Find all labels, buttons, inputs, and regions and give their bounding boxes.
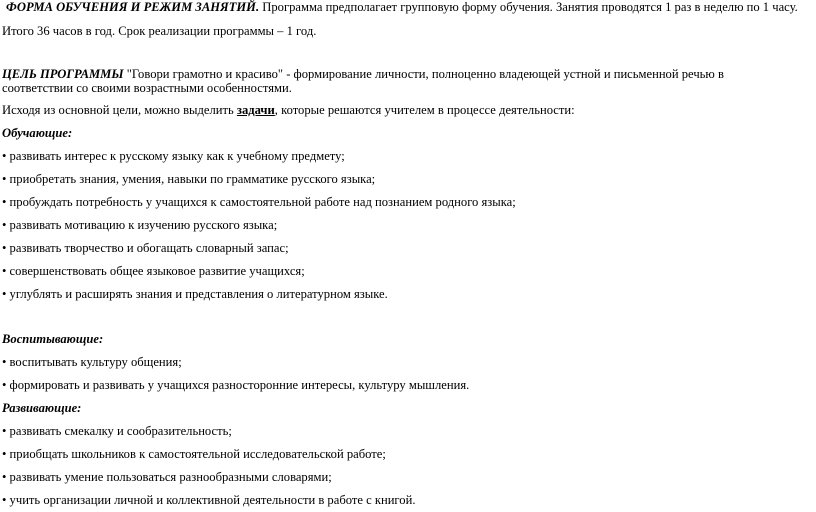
list-item: • развивать интерес к русскому языку как к учебному предмету; (2, 149, 345, 163)
tasks-intro-line (2, 103, 575, 118)
goal-line-2: соответствии со своими возрастными особенностями. (2, 81, 292, 95)
tasks-intro-after: , которые решаются учителем в процессе деятельности: (274, 103, 575, 117)
form-text-1: Программа предполагает групповую форму обучения. Занятия проводятся 1 раз в неделю по 1 часу. (259, 0, 798, 14)
form-heading: ФОРМА ОБУЧЕНИЯ И РЕЖИМ ЗАНЯТИЙ. (6, 0, 260, 14)
list-item: • приобретать знания, умения, навыки по грамматике русского языка; (2, 172, 376, 186)
list-item: • воспитывать культуру общения; (2, 355, 182, 369)
list-item: • развивать умение пользоваться разнообразными словарями; (2, 470, 332, 484)
tasks-intro-before: Исходя из основной цели, можно выделить (2, 103, 237, 117)
list-item: • приобщать школьников к самостоятельной исследовательской работе; (2, 447, 386, 461)
teaching-heading: Обучающие: (2, 126, 73, 140)
list-item: • развивать смекалку и сообразительность; (2, 424, 232, 438)
goal-line-1 (2, 67, 724, 82)
upbringing-heading: Воспитывающие: (2, 332, 104, 346)
list-item: • углублять и расширять знания и представления о литературном языке. (2, 287, 388, 301)
list-item: • пробуждать потребность у учащихся к самостоятельной работе над познанием родного языка; (2, 195, 516, 209)
list-item: • учить организации личной и коллективной деятельности в работе с книгой. (2, 493, 416, 507)
goal-heading: ЦЕЛЬ ПРОГРАММЫ (2, 67, 124, 81)
list-item: • формировать и развивать у учащихся разносторонние интересы, культуру мышления. (2, 378, 470, 392)
form-line-1 (2, 0, 798, 15)
list-item: • развивать творчество и обогащать словарный запас; (2, 241, 289, 255)
developing-heading: Развивающие: (2, 401, 82, 415)
form-line-2: Итого 36 часов в год. Срок реализации программы – 1 год. (2, 24, 317, 38)
list-item: • совершенствовать общее языковое развитие учащихся; (2, 264, 305, 278)
goal-text-1: "Говори грамотно и красиво" - формирование личности, полноценно владеющей устной и письменной речью в (123, 67, 724, 81)
list-item: • развивать мотивацию к изучению русского языка; (2, 218, 278, 232)
tasks-keyword: задачи (236, 103, 275, 117)
